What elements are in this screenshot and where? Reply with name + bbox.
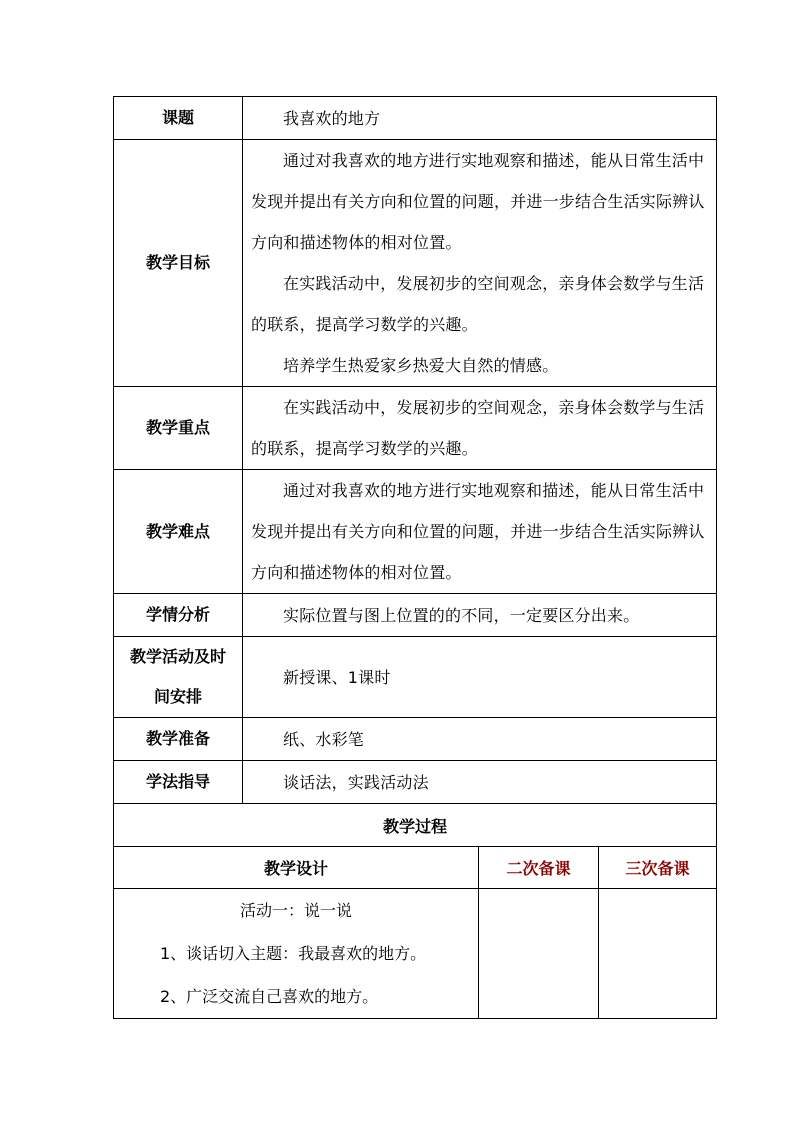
value-schedule: 新授课、1课时 [243, 637, 717, 718]
header-design: 教学设计 [114, 847, 479, 889]
row-difficulties [114, 470, 717, 594]
step-item: 1、谈话切入主题：我最喜欢的地方。 [160, 944, 427, 963]
value-preparation: 纸、水彩笔 [243, 718, 717, 761]
value-difficulties: 通过对我喜欢的地方进行实地观察和描述，能从日常生活中发现并提出有关方向和位置的问题，并进一步结合生活实际辨认方向和描述物体的相对位置。 [243, 470, 717, 594]
row-topic [114, 97, 717, 140]
value-method: 谈话法，实践活动法 [243, 761, 717, 804]
row-method [114, 761, 717, 804]
row-process-content [114, 889, 717, 1019]
row-schedule [114, 637, 717, 718]
label-topic: 课题 [114, 97, 243, 140]
value-goals: 通过对我喜欢的地方进行实地观察和描述，能从日常生活中发现并提出有关方向和位置的问题，并进一步结合生活实际辨认方向和描述物体的相对位置。 在实践活动中，发展初步的空间观念，亲身体会数学与生活的联系，提高学习数学的兴趣。 培养学生热爱家乡热爱大自然的情感。 [243, 140, 717, 387]
process-title: 教学过程 [114, 804, 717, 847]
row-key-points [114, 387, 717, 470]
label-schedule-line2: 间安排 [153, 687, 202, 706]
row-analysis [114, 594, 717, 637]
third-prep-cell [599, 889, 717, 1019]
activity-title: 活动一：说一说 [239, 901, 352, 920]
label-difficulties: 教学难点 [114, 470, 243, 594]
lesson-plan-table [113, 96, 717, 1019]
label-goals: 教学目标 [114, 140, 243, 387]
process-design-content [114, 889, 479, 1019]
label-schedule [114, 637, 243, 718]
row-preparation [114, 718, 717, 761]
step-item: 2、广泛交流自己喜欢的地方。 [160, 987, 379, 1006]
row-process-title [114, 804, 717, 847]
label-key-points: 教学重点 [114, 387, 243, 470]
value-topic: 我喜欢的地方 [243, 97, 717, 140]
header-third-prep: 三次备课 [599, 847, 717, 889]
label-preparation: 教学准备 [114, 718, 243, 761]
second-prep-cell [479, 889, 599, 1019]
label-schedule-line1: 教学活动及时 [129, 647, 226, 666]
header-second-prep: 二次备课 [479, 847, 599, 889]
row-process-headers [114, 847, 717, 889]
label-method: 学法指导 [114, 761, 243, 804]
value-key-points: 在实践活动中，发展初步的空间观念，亲身体会数学与生活的联系，提高学习数学的兴趣。 [243, 387, 717, 470]
row-goals [114, 140, 717, 387]
value-analysis: 实际位置与图上位置的的不同，一定要区分出来。 [243, 594, 717, 637]
label-analysis: 学情分析 [114, 594, 243, 637]
